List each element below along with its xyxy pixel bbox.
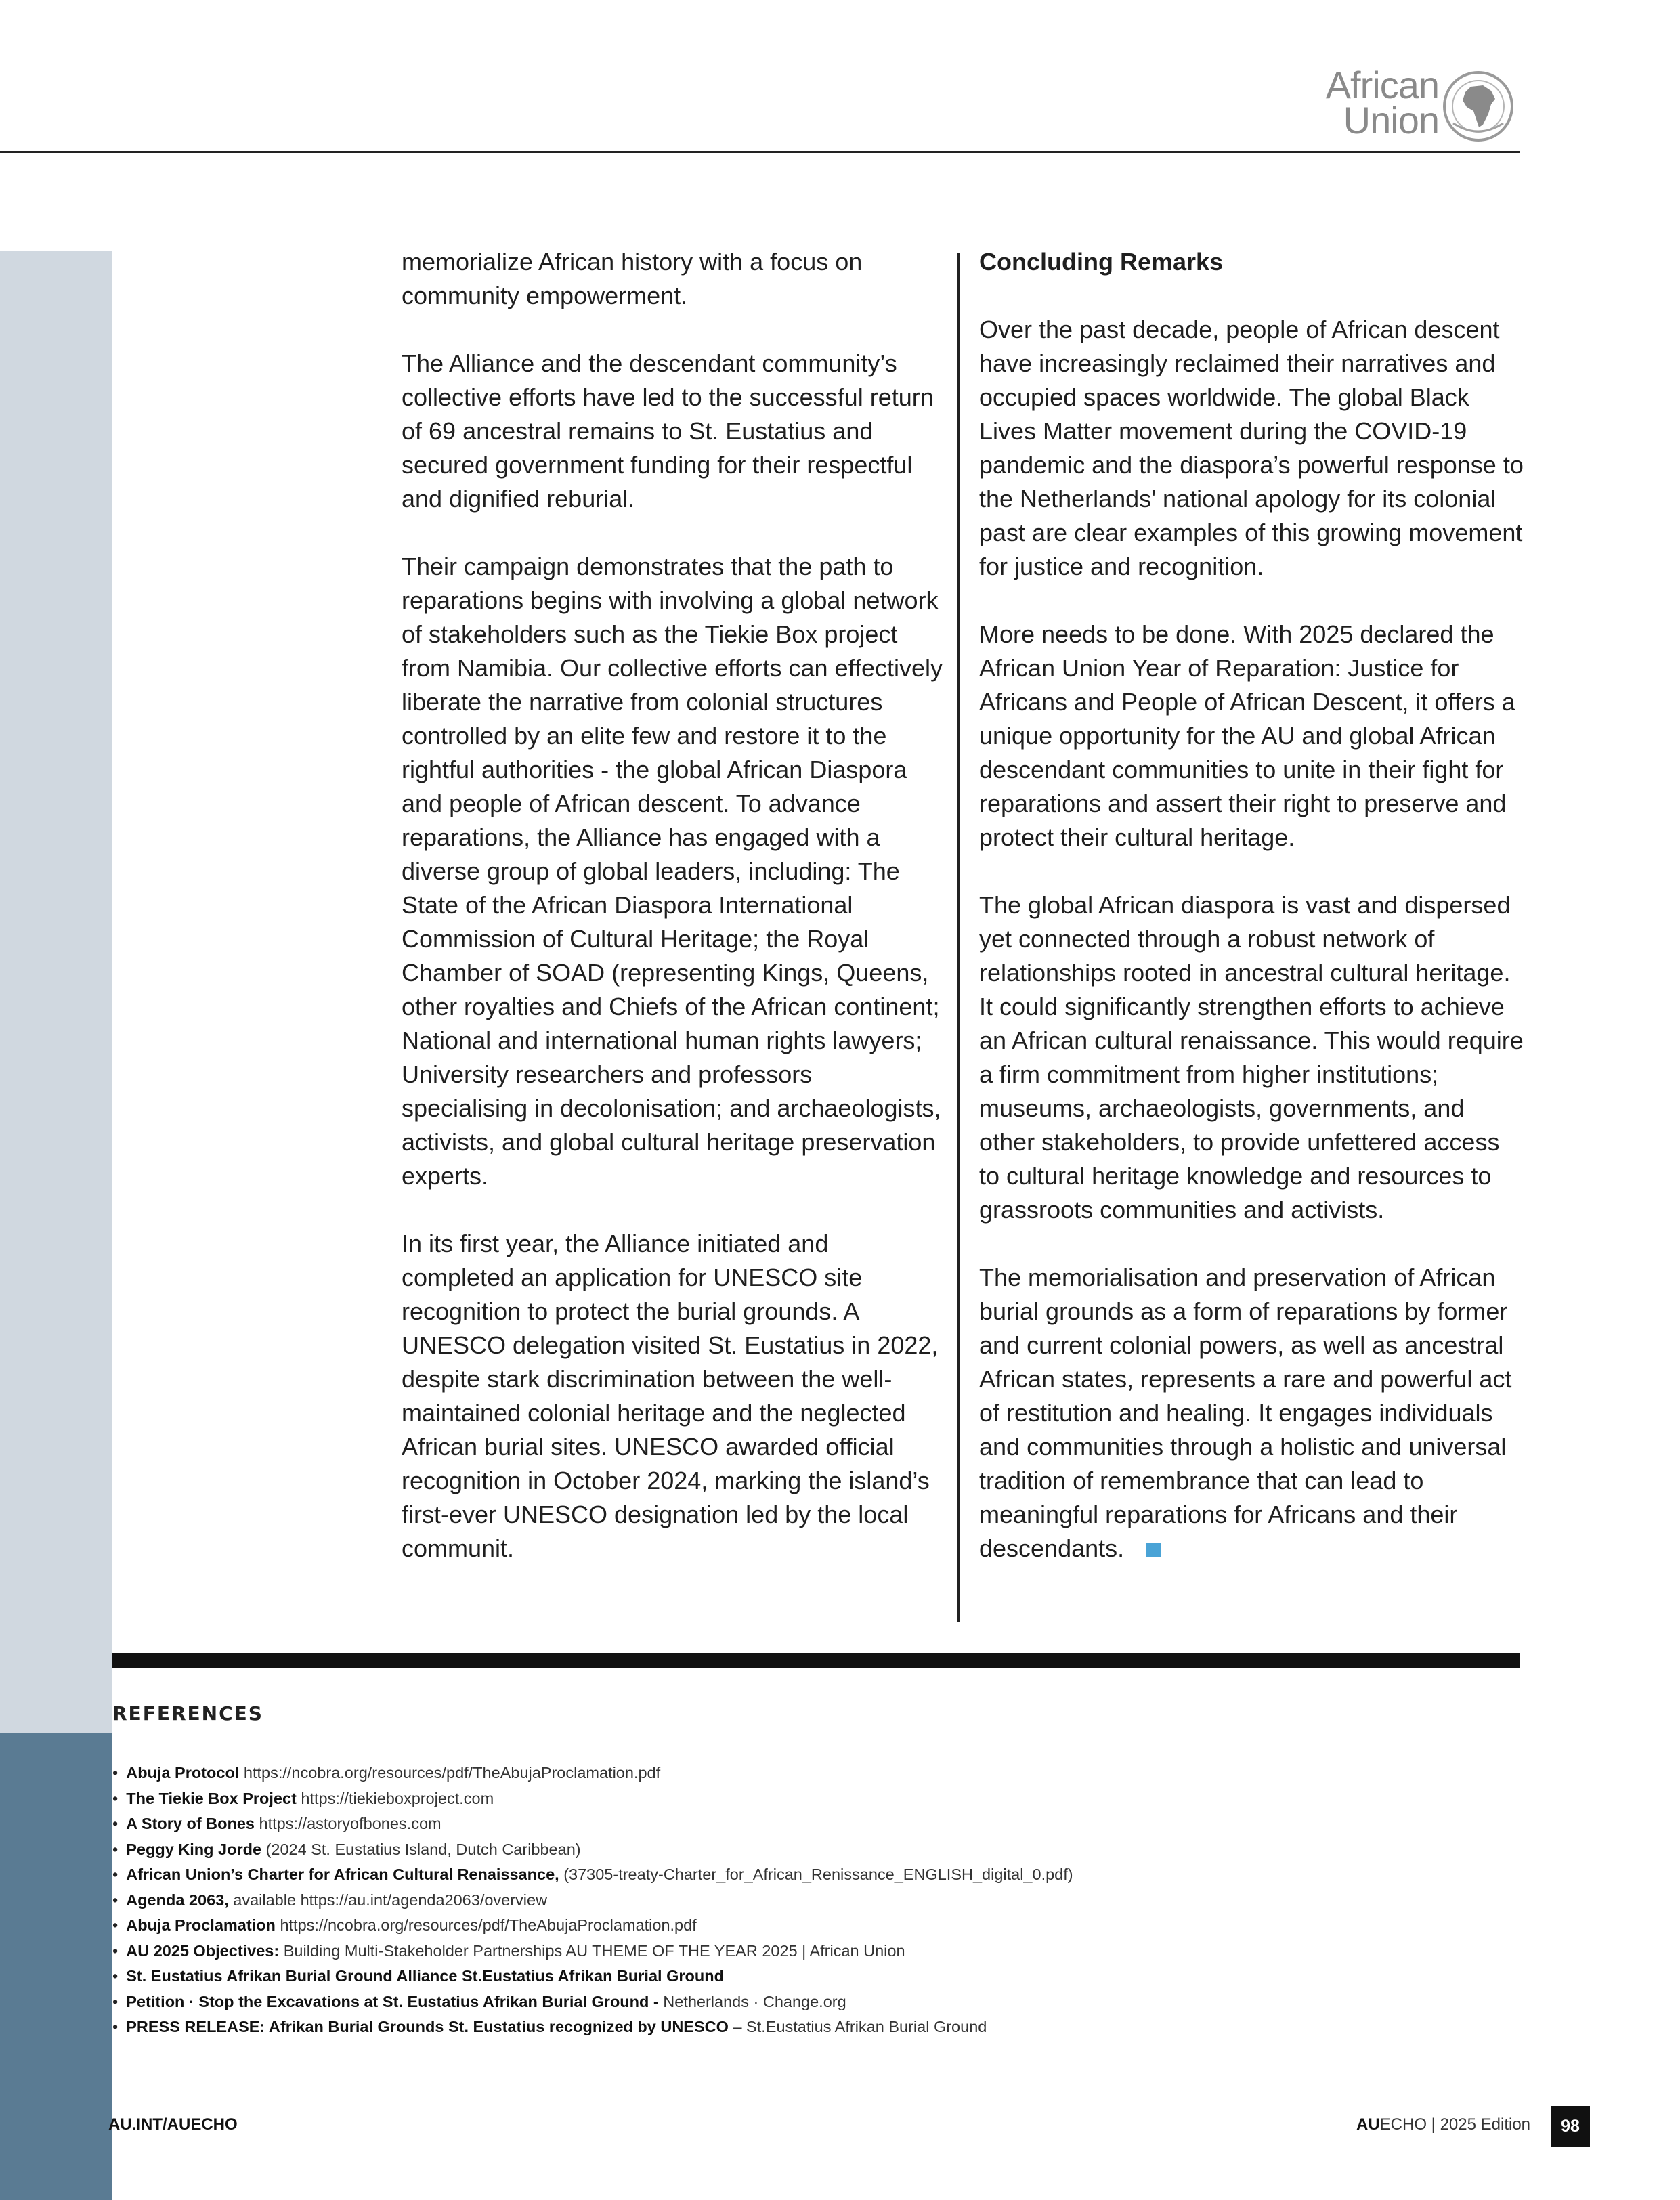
right-paragraph: More needs to be done. With 2025 declared the African Union Year of Reparation: Justice for Africans and People of African Descent, it offers a unique opportunity for the AU and global African descendant communities to unite in their fight for reparations and assert their right to preserve and protect their cultural heritage.	[979, 620, 1515, 851]
footer-brand-bold: AU	[1356, 2115, 1380, 2134]
reference-bold: A Story of Bones	[126, 1815, 255, 1832]
logo-wordmark	[1314, 64, 1439, 142]
reference-item	[112, 2014, 1073, 2040]
left-paragraph: In its first year, the Alliance initiated and completed an application for UNESCO site recognition to protect the burial grounds. A UNESCO delegation visited St. Eustatius in 2022, despite stark discrimination between the well-maintained colonial heritage and the neglected African burial sites. UNESCO awarded official recognition in October 2024, marking the island’s first-ever UNESCO designation led by the local communit.	[402, 1230, 939, 1562]
reference-item	[112, 1761, 1073, 1786]
right-paragraph: The global African diaspora is vast and dispersed yet connected through a robust network of relationships rooted in ancestral cultural heritage. It could significantly strengthen efforts to achieve an African cultural renaissance. This would require a firm commitment from higher institutions; museums, archaeologists, governments, and other stakeholders, to provide unfettered access to cultural heritage knowledge and resources to grassroots communities and activists.	[979, 891, 1524, 1224]
section-rule	[112, 1653, 1520, 1668]
reference-text: https://tiekieboxproject.com	[296, 1789, 494, 1807]
logo-line1: African	[1325, 64, 1439, 106]
au-emblem-icon	[1441, 69, 1515, 144]
reference-text: https://ncobra.org/resources/pdf/TheAbujaProclamation.pdf	[239, 1764, 661, 1782]
right-paragraph-last	[979, 1261, 1524, 1566]
reference-bold: AU 2025 Objectives:	[126, 1941, 280, 1960]
reference-bold: Peggy King Jorde	[126, 1840, 262, 1858]
reference-item	[112, 1913, 1073, 1939]
concluding-remarks-heading: Concluding Remarks	[979, 248, 1224, 276]
reference-bold: Agenda 2063,	[126, 1891, 229, 1909]
footer-site-link[interactable]: AU.INT/AUECHO	[108, 2115, 238, 2134]
reference-bold: The Tiekie Box Project	[126, 1789, 297, 1807]
reference-bold: St. Eustatius Afrikan Burial Ground Alliance St.Eustatius Afrikan Burial Ground	[126, 1967, 724, 1985]
reference-item	[112, 1862, 1073, 1888]
reference-bold: Petition · Stop the Excavations at St. Eustatius Afrikan Burial Ground -	[126, 1992, 659, 2010]
reference-item	[112, 1989, 1073, 2015]
left-paragraph: The Alliance and the descendant community’s collective efforts have led to the successful return of 69 ancestral remains to St. Eustatius and secured government funding for their respectful and dignified reburial.	[402, 349, 934, 513]
header-rule	[0, 151, 1520, 153]
reference-text: Netherlands · Change.org	[658, 1992, 846, 2010]
reference-text: available https://au.int/agenda2063/overview	[228, 1891, 548, 1909]
reference-item	[112, 1964, 1073, 1989]
reference-text: https://astoryofbones.com	[255, 1815, 441, 1832]
reference-item	[112, 1888, 1073, 1914]
reference-bold: PRESS RELEASE: Afrikan Burial Grounds St. Eustatius recognized by UNESCO	[126, 2018, 729, 2035]
logo-line2: Union	[1343, 99, 1439, 142]
right-column	[979, 245, 1524, 1599]
reference-text: Building Multi-Stakeholder Partnerships AU THEME OF THE YEAR 2025 | African Union	[279, 1941, 905, 1960]
references-title: REFERENCES	[112, 1702, 263, 1725]
left-column	[402, 245, 943, 1599]
reference-bold: Abuja Proclamation	[126, 1916, 276, 1934]
reference-bold: Abuja Protocol	[126, 1764, 240, 1782]
right-paragraph: The memorialisation and preservation of African burial grounds as a form of reparations by former and current colonial powers, as well as ancestral African states, represents a rare and powerful act of restitution and healing. It engages individuals and communities through a holistic and universal tradition of remembrance that can lead to meaningful reparations for Africans and their descendants.	[979, 1264, 1512, 1562]
column-divider	[957, 253, 960, 1622]
reference-item	[112, 1786, 1073, 1812]
right-paragraph: Over the past decade, people of African descent have increasingly reclaimed their narratives and occupied spaces worldwide. The global Black Lives Matter movement during the COVID-19 pandemic and the diaspora’s powerful response to the Netherlands' national apology for its colonial past are clear examples of this growing movement for justice and recognition.	[979, 316, 1524, 580]
left-paragraph: memorialize African history with a focus on community empowerment.	[402, 248, 863, 309]
left-paragraph: Their campaign demonstrates that the path to reparations begins with involving a global network of stakeholders such as the Tiekie Box project from Namibia. Our collective efforts can effectively liberate the narrative from colonial structures controlled by an elite few and restore it to the rightful authorities - the global African Diaspora and people of African descent. To advance reparations, the Alliance has engaged with a diverse group of global leaders, including: The State of the African Diaspora International Commission of Cultural Heritage; the Royal Chamber of SOAD (representing Kings, Queens, other royalties and Chiefs of the African continent; National and international human rights lawyers; University researchers and professors specialising in decolonisation; and archaeologists, activists, and global cultural heritage preservation experts.	[402, 553, 943, 1190]
references-list	[112, 1761, 1073, 2040]
reference-text: (2024 St. Eustatius Island, Dutch Caribbean)	[261, 1840, 581, 1858]
reference-text: https://ncobra.org/resources/pdf/TheAbujaProclamation.pdf	[275, 1916, 697, 1934]
reference-bold: African Union’s Charter for African Cultural Renaissance,	[126, 1865, 559, 1883]
reference-text: (37305-treaty-Charter_for_African_Renissance_ENGLISH_digital_0.pdf)	[559, 1865, 1073, 1883]
reference-item	[112, 1837, 1073, 1863]
footer-brand-rest: ECHO | 2025 Edition	[1379, 2115, 1531, 2134]
page-number: 98	[1551, 2106, 1590, 2147]
reference-item	[112, 1939, 1073, 1964]
african-union-logo	[1314, 64, 1520, 146]
reference-text: – St.Eustatius Afrikan Burial Ground	[728, 2018, 987, 2035]
sidebar-band-dark	[0, 1733, 112, 2200]
sidebar-band-light	[0, 251, 112, 1733]
footer-edition	[1356, 2115, 1530, 2134]
end-mark-icon	[1146, 1543, 1161, 1557]
reference-item	[112, 1811, 1073, 1837]
